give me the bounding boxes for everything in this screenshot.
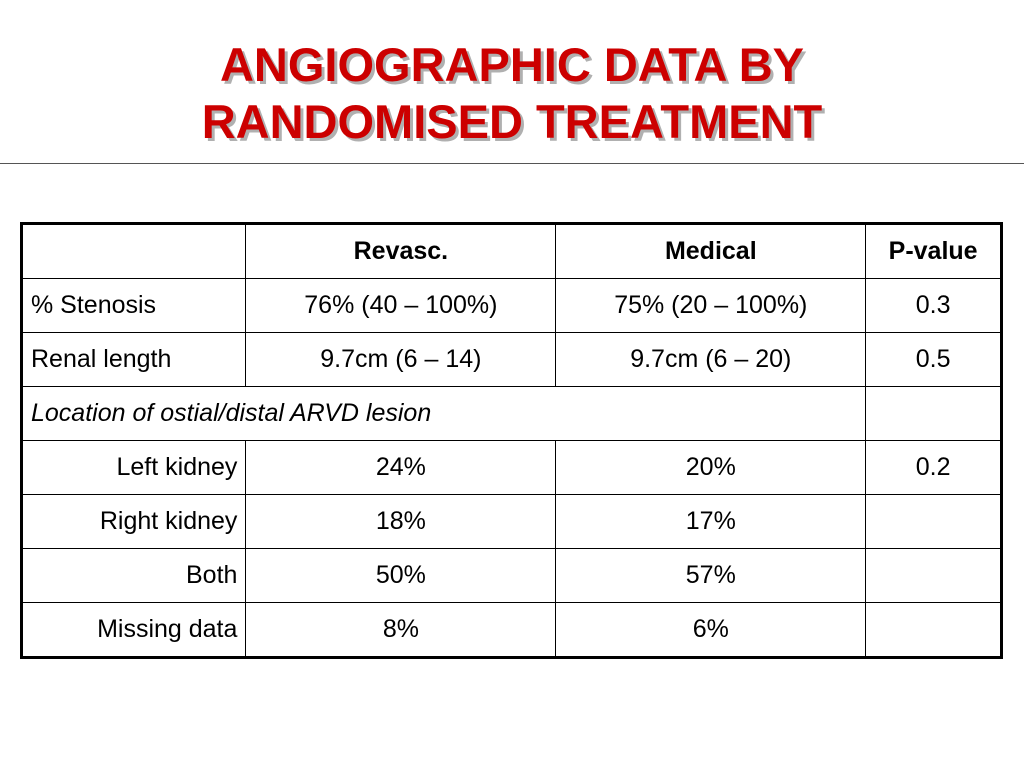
- slide-title-line-2: RANDOMISED TREATMENT: [201, 95, 823, 148]
- header-cell-revasc: Revasc.: [246, 224, 556, 279]
- table-row: [22, 549, 1002, 603]
- p-value-cell: [866, 603, 1002, 658]
- revasc-cell: 18%: [246, 495, 556, 549]
- revasc-cell: 24%: [246, 441, 556, 495]
- p-value-cell: 0.2: [866, 441, 1002, 495]
- section-label: Location of ostial/distal ARVD lesion: [22, 387, 866, 441]
- medical-cell: 6%: [556, 603, 866, 658]
- table-row: [22, 333, 1002, 387]
- p-value-cell: [866, 495, 1002, 549]
- table-row: [22, 441, 1002, 495]
- row-label: Left kidney: [22, 441, 246, 495]
- medical-cell: 75% (20 – 100%): [556, 279, 866, 333]
- table-row: [22, 495, 1002, 549]
- row-label: Both: [22, 549, 246, 603]
- medical-cell: 9.7cm (6 – 20): [556, 333, 866, 387]
- section-row: [22, 387, 1002, 441]
- medical-cell: 20%: [556, 441, 866, 495]
- revasc-cell: 50%: [246, 549, 556, 603]
- header-cell-p-value: P-value: [866, 224, 1002, 279]
- revasc-cell: 8%: [246, 603, 556, 658]
- slide-title-line-1: ANGIOGRAPHIC DATA BY: [219, 38, 804, 91]
- table-row: [22, 603, 1002, 658]
- medical-cell: 17%: [556, 495, 866, 549]
- medical-cell: 57%: [556, 549, 866, 603]
- row-label: Renal length: [22, 333, 246, 387]
- table-header-row: [22, 224, 1002, 279]
- table-row: [22, 279, 1002, 333]
- row-label: Missing data: [22, 603, 246, 658]
- revasc-cell: 9.7cm (6 – 14): [246, 333, 556, 387]
- header-cell-empty: [22, 224, 246, 279]
- row-label: % Stenosis: [22, 279, 246, 333]
- p-value-cell: [866, 549, 1002, 603]
- title-divider: [0, 163, 1024, 164]
- header-cell-medical: Medical: [556, 224, 866, 279]
- revasc-cell: 76% (40 – 100%): [246, 279, 556, 333]
- p-value-cell-empty: [866, 387, 1002, 441]
- angiographic-data-table: [20, 222, 1003, 659]
- slide-title: [0, 36, 1024, 150]
- p-value-cell: 0.5: [866, 333, 1002, 387]
- p-value-cell: 0.3: [866, 279, 1002, 333]
- row-label: Right kidney: [22, 495, 246, 549]
